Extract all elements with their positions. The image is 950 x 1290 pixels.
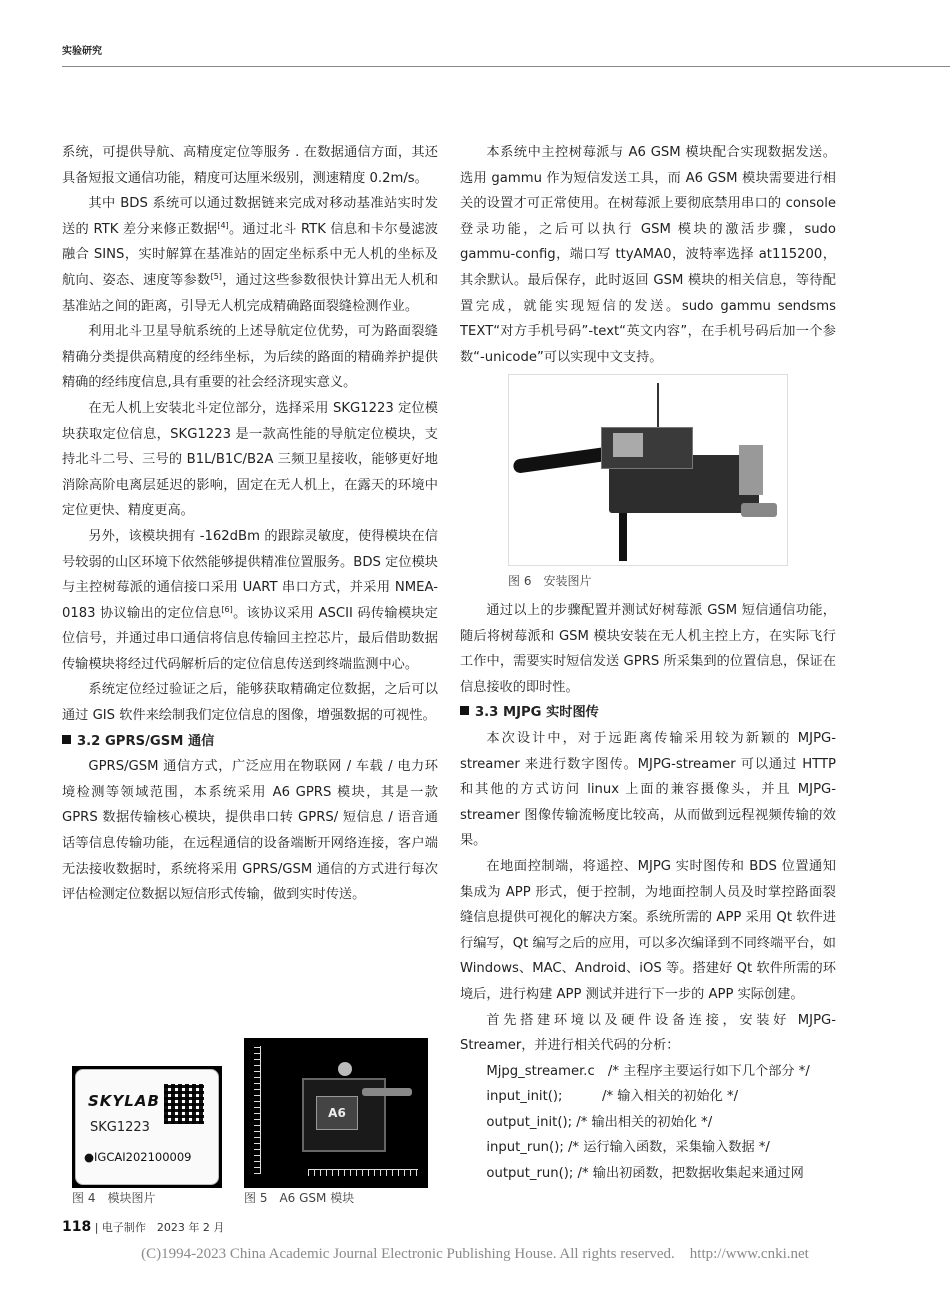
page-footer <box>62 1219 224 1235</box>
paragraph: 另外，该模块拥有 -162dBm 的跟踪灵敏度，使得模块在信号较弱的山区环境下依然能够提供精准位置服务。BDS 定位模块与主控树莓派的通信接口采用 UART 串口方式，并采用 NMEA-0183 协议输出的定位信息[6]。该协议采用 ASCII 码传输模块定位信号，并通过串口通信将信息传输回主控芯片，最后借助数据传输模块将经过代码解析后的定位信息传送到终端监测中心。 <box>62 528 438 672</box>
ruler-horizontal <box>308 1169 418 1176</box>
paragraph: 通过以上的步骤配置并测试好树莓派 GSM 短信通信功能，随后将树莓派和 GSM 模块安装在无人机主控上方，在实际飞行工作中，需要实时短信发送 GPRS 所采集到的位置信息，保证在信息接收的即时性。 <box>460 603 836 695</box>
section-label: 实验研究 <box>62 46 102 57</box>
fig5-image <box>244 1038 428 1188</box>
figure-caption: 图 6 安装图片 <box>508 574 592 588</box>
paragraph: 系统，可提供导航、高精度定位等服务 . 在数据通信方面，其还具备短报文通信功能，精度可达厘米级别，测速精度 0.2m/s。 <box>62 145 438 186</box>
citation: [4] <box>217 220 229 230</box>
antenna-wire <box>657 383 659 431</box>
qr-code-icon <box>164 1084 204 1124</box>
usb-ports <box>739 445 763 495</box>
paragraph: 首先搭建环境以及硬件设备连接，安装好 MJPG-Streamer，并进行相关代码的分析： <box>460 1012 836 1054</box>
paragraph: 系统定位经过验证之后，能够获取精确定位数据，之后可以通过 GIS 软件来绘制我们定位信息的图像，增强数据的可视性。 <box>62 682 438 724</box>
power-cable <box>619 513 627 561</box>
chip-serial: ●IGCAI202100009 <box>84 1150 192 1164</box>
left-column <box>62 140 438 908</box>
citation: [6] <box>221 604 233 614</box>
antenna <box>513 446 614 474</box>
paragraph: 本次设计中，对于远距离传输采用较为新颖的 MJPG-streamer 来进行数字图传。MJPG-streamer 可以通过 HTTP 和其他的方式访问 linux 上面的兼容摄像头，并且 MJPG-streamer 图像传输流畅度比较高，从而做到远程视频传输的效果。 <box>460 730 836 849</box>
code-line: input_init(); /* 输入相关的初始化 */ <box>486 1089 739 1105</box>
paragraph: 利用北斗卫星导航系统的上述导航定位优势，可为路面裂缝精确分类提供高精度的经纬坐标，为后续的路面的精确养护提供精确的经纬度信息,具有重要的社会经济现实意义。 <box>62 324 438 391</box>
copyright-watermark: (C)1994-2023 China Academic Journal Electronic Publishing House. All rights reserved. http://www.cnki.net <box>141 1246 809 1262</box>
paragraph: 在无人机上安装北斗定位部分，选择采用 SKG1223 定位模块获取定位信息，SKG1223 是一款高性能的导航定位模块，支持北斗二号、三号的 B1L/B1C/B2A 三频卫星接收，能够更好地消除高阶电离层延迟的影响，固定在无人机上，在露天的环境中定位更快、精度更高。 <box>62 400 438 519</box>
module-chip <box>75 1069 219 1185</box>
paragraph: 在地面控制端，将遥控、MJPG 实时图传和 BDS 位置通知集成为 APP 形式，便于控制，为地面控制人员及时掌控路面裂缝信息提供可视化的解决方案。系统所需的 APP 采用 Qt 软件进行编写，Qt 编写之后的应用，可以多次编译到不同终端平台，如 Windows、MAC、Android、iOS 等。搭建好 Qt 软件所需的环境后，进行构建 APP 测试并进行下一步的 APP 实际创建。 <box>460 858 836 1002</box>
gsm-chip <box>613 433 643 457</box>
right-column-top <box>460 140 836 370</box>
gsm-chip: A6 <box>316 1096 358 1130</box>
ruler-vertical <box>254 1046 261 1174</box>
paragraph: 本系统中主控树莓派与 A6 GSM 模块配合实现数据发送。选用 gammu 作为短信发送工具，而 A6 GSM 模块需要进行相关的设置才可正常使用。在树莓派上要彻底禁用串口的 console 登录功能，之后可以执行 GSM 模块的激活步骤，sudo gammu-config，端口写 ttyAMA0，波特率选择 at115200，其余默认。最后保存，此时返回 GSM 模块的相关信息，等待配置完成，就能实现短信的发送。sudo gammu sendsms TEXT“对方手机号码”-text“英文内容”，在手机号码后加一个参数“-unicode”可以实现中文支持。 <box>460 145 836 365</box>
journal-info: | 电子制作 2023 年 2 月 <box>94 1221 225 1234</box>
section-heading: 3.3 MJPG 实时图传 <box>460 700 836 726</box>
square-bullet-icon <box>62 735 71 744</box>
connector <box>741 503 777 517</box>
code-line: Mjpg_streamer.c /* 主程序主要运行如下几个部分 */ <box>486 1063 810 1079</box>
right-column-bottom <box>460 598 836 1187</box>
header-rule <box>62 66 950 67</box>
code-line: output_init(); /* 输出相关的初始化 */ <box>486 1114 713 1130</box>
code-line: output_run(); /* 输出初函数，把数据收集起来通过网 <box>486 1166 804 1182</box>
figure-row <box>68 1036 438 1206</box>
fig4-image <box>72 1066 222 1188</box>
board-component <box>338 1062 352 1076</box>
square-bullet-icon <box>460 706 469 715</box>
code-line: input_run(); /* 运行输入函数，采集输入数据 */ <box>486 1140 770 1156</box>
citation: [5] <box>210 271 222 281</box>
chip-brand: SKYLAB <box>88 1092 160 1110</box>
chip-model: SKG1223 <box>90 1120 150 1135</box>
fig6-image <box>508 374 788 566</box>
figure-caption: 图 5 A6 GSM 模块 <box>244 1191 355 1205</box>
paragraph: GPRS/GSM 通信方式，广泛应用在物联网 / 车载 / 电力环境检测等领域范围，本系统采用 A6 GPRS 模块，其是一款 GPRS 数据传输核心模块，提供串口转 GPRS/ 短信息 / 语音通话等信息传输功能，在远程通信的设备端断开网络连接，客户端无法接收数据时，系统将采用 GPRS/GSM 通信的方式进行每次评估检测定位数据以短信形式传输，做到实时传送。 <box>62 759 438 903</box>
section-heading: 3.2 GPRS/GSM 通信 <box>62 729 438 755</box>
figure-caption: 图 4 模块图片 <box>72 1191 156 1205</box>
antenna-connector <box>362 1088 412 1096</box>
paragraph: 其中 BDS 系统可以通过数据链来完成对移动基准站实时发送的 RTK 差分来修正数据[4]。通过北斗 RTK 信息和卡尔曼滤波融合 SINS，实时解算在基准站的固定坐标系中无人机的坐标及航向、姿态、速度等参数[5]，通过这些参数很快计算出无人机和基准站之间的距离，引导无人机完成精确路面裂缝检测作业。 <box>62 196 439 314</box>
page-number: 118 <box>62 1219 92 1235</box>
